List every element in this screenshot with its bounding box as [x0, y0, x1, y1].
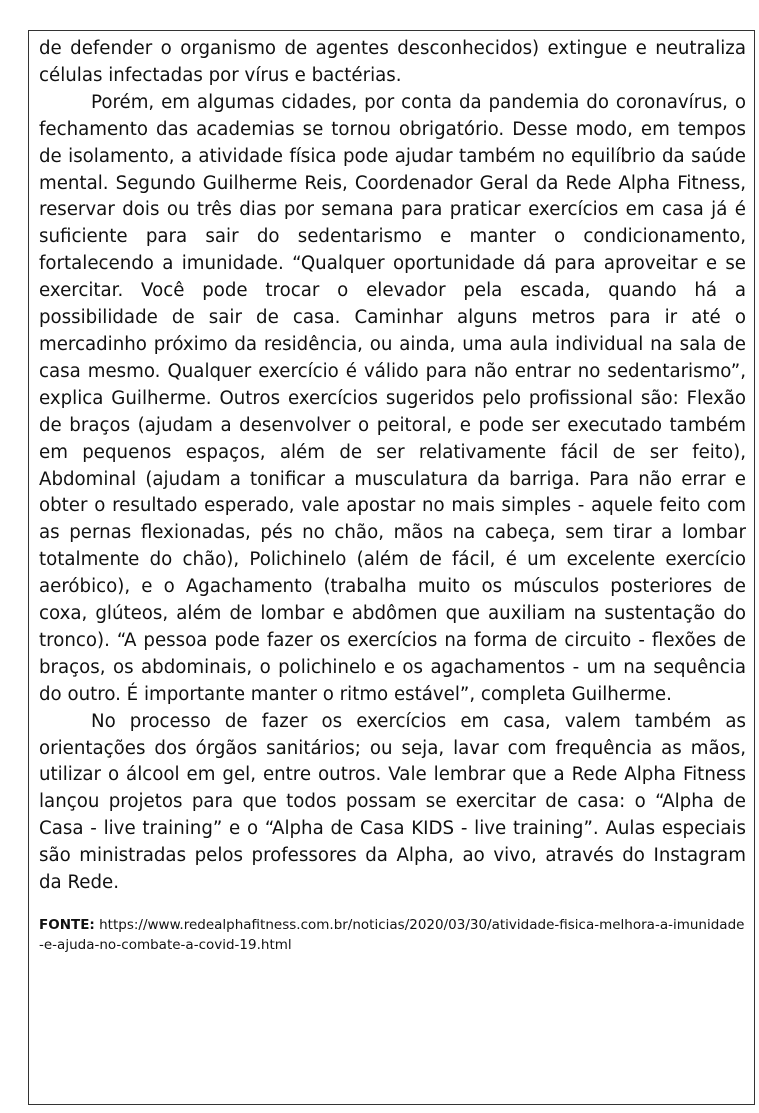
source-citation — [39, 915, 746, 955]
paragraph-home-exercise: No processo de fazer os exercícios em casa, valem também as orientações dos órgãos sanitários; ou seja, lavar com frequência as mãos, utilizar o álcool em gel, entre outros. Vale lembrar que a Rede Alpha Fitness lançou projetos para que todos possam se exercitar de casa: o “Alpha de Casa - live training” e o “Alpha de Casa KIDS - live training”. Aulas especiais são ministradas pelos professores da Alpha, ao vivo, através do Instagram da Rede. — [39, 710, 746, 894]
source-url: https://www.redealphafitness.com.br/noticias/2020/03/30/atividade-fisica-melhora-a-imunidade-e-ajuda-no-combate-a-covid-19.html — [39, 917, 745, 953]
paragraph-continuation: de defender o organismo de agentes desconhecidos) extingue e neutraliza células infectadas por vírus e bactérias. — [39, 38, 746, 86]
article-frame — [28, 30, 755, 1105]
paragraph-pandemic-exercise: Porém, em algumas cidades, por conta da pandemia do coronavírus, o fechamento das academias se tornou obrigatório. Desse modo, em tempos de isolamento, a atividade física pode ajudar também no equilíbrio da saúde mental. Segundo Guilherme Reis, Coordenador Geral da Rede Alpha Fitness, reservar dois ou três dias por semana para praticar exercícios em casa já é suficiente para sair do sedentarismo e manter o condicionamento, fortalecendo a imunidade. “Qualquer oportunidade dá para aproveitar e se exercitar. Você pode trocar o elevador pela escada, quando há a possibilidade de sair de casa. Caminhar alguns metros para ir até o mercadinho próximo da residência, ou ainda, uma aula individual na sala de casa mesmo. Qualquer exercício é válido para não entrar no sedentarismo”, explica Guilherme. Outros exercícios sugeridos pelo profissional são: Flexão de braços (ajudam a desenvolver o peitoral, e pode ser executado também em pequenos espaços, além de ser relativamente fácil de ser feito), Abdominal (ajudam a tonificar a musculatura da barriga. Para não errar e obter o resultado esperado, vale apostar no mais simples - aquele feito com as pernas flexionadas, pés no chão, mãos na cabeça, sem tirar a lombar totalmente do chão), Polichinelo (além de fácil, é um excelente exercício aeróbico), e o Agachamento (trabalha muito os músculos posteriores de coxa, glúteos, além de lombar e abdômen que auxiliam na sustentação do tronco). “A pessoa pode fazer os exercícios na forma de circuito - flexões de braços, os abdominais, o polichinelo e os agachamentos - um na sequência do outro. É importante manter o ritmo estável”, completa Guilherme. — [39, 91, 746, 705]
source-label: FONTE: — [39, 917, 95, 933]
